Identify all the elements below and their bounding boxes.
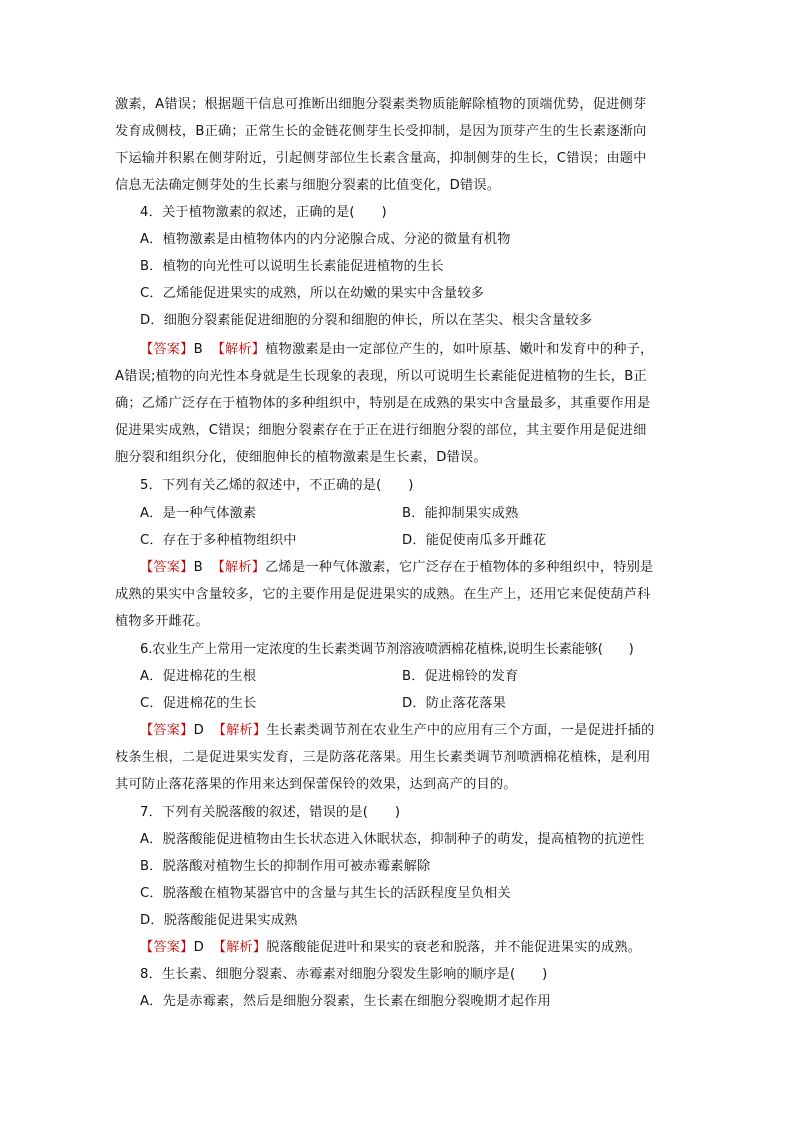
option: A．脱落酸能促进植物由生长状态进入休眠状态，抑制种子的萌发，提高植物的抗逆性: [140, 832, 645, 847]
analysis-text: 生长素类调节剂在农业生产中的应用有三个方面，一是促进扦插的: [266, 723, 655, 738]
option: D．能促使南瓜多开雌花: [402, 533, 547, 548]
option: C．存在于多种植物组织中: [140, 533, 297, 548]
option: A．是一种气体激素: [140, 506, 257, 521]
text-line: 下运输并积累在侧芽附近，引起侧芽部位生长素含量高，抑制侧芽的生长，C错误；由题中: [115, 151, 647, 166]
text-line: 激素，A错误；根据题干信息可推断出细胞分裂素类物质能解除植物的顶端优势，促进侧芽: [115, 97, 647, 112]
answer-value: D: [193, 723, 204, 738]
option: D．细胞分裂素能促进细胞的分裂和细胞的伸长，所以在茎尖、根尖含量较多: [140, 313, 593, 328]
answer-value: B: [193, 560, 203, 575]
option: B．植物的向光性可以说明生长素能促进植物的生长: [140, 259, 444, 274]
answer-line: [140, 721, 710, 741]
answer-value: B: [193, 342, 203, 357]
answer-line: [140, 558, 710, 578]
option: B．促进棉铃的发育: [402, 669, 519, 684]
text-line: 胞分裂和组织分化，使细胞伸长的植物激素是生长素，D错误。: [115, 450, 487, 465]
option: D．防止落花落果: [402, 696, 507, 711]
option: B．脱落酸对植物生长的抑制作用可被赤霉素解除: [140, 859, 431, 874]
answer-line: [140, 340, 710, 360]
analysis-tag: 【解析】: [211, 342, 266, 357]
analysis-tag: 【解析】: [211, 560, 266, 575]
option: B．能抑制果实成熟: [402, 506, 519, 521]
question-stem: 8．生长素、细胞分裂素、赤霉素对细胞分裂发生影响的顺序是( ): [140, 967, 548, 982]
question-stem: 4．关于植物激素的叙述，正确的是( ): [140, 205, 387, 220]
text-line: 其可防止落花落果的作用来达到保蕾保铃的效果，达到高产的目的。: [115, 777, 517, 792]
question-stem: 5．下列有关乙烯的叙述中，不正确的是( ): [140, 478, 414, 493]
answer-value: D: [193, 940, 204, 955]
text-line: 成熟的果实中含量较多，它的主要作用是促进果实的成熟。在生产上，还用它来促使葫芦科: [115, 587, 651, 602]
option: C．脱落酸在植物某器官中的含量与其生长的活跃程度呈负相关: [140, 886, 511, 901]
analysis-text: 乙烯是一种气体激素，它广泛存在于植物体的多种组织中，特别是: [265, 560, 654, 575]
option: A．先是赤霉素，然后是细胞分裂素，生长素在细胞分裂晚期才起作用: [140, 994, 551, 1009]
answer-tag: 【答案】: [140, 342, 194, 357]
answer-tag: 【答案】: [140, 560, 194, 575]
text-line: 促进果实成熟，C错误；细胞分裂素存在于正在进行细胞分裂的部位，其主要作用是促进细: [115, 423, 647, 438]
option: A．促进棉花的生根: [140, 669, 257, 684]
analysis-text: 植物激素是由一定部位产生的，如叶原基、嫩叶和发育中的种子，: [265, 342, 654, 357]
answer-line: [140, 938, 710, 958]
text-line: 植物多开雌花。: [115, 614, 209, 629]
text-line: 枝条生根，二是促进果实发育，三是防落花落果。用生长素类调节剂喷洒棉花植株，是利用: [115, 750, 651, 765]
question-stem: 6.农业生产上常用一定浓度的生长素类调节剂溶液喷洒棉花植株,说明生长素能够( ): [140, 642, 634, 657]
text-line: 发育成侧枝，B正确；正常生长的金链花侧芽生长受抑制，是因为顶芽产生的生长素逐渐向: [115, 124, 647, 139]
option: A．植物激素是由植物体内的内分泌腺合成、分泌的微量有机物: [140, 232, 511, 247]
question-stem: 7．下列有关脱落酸的叙述，错误的是( ): [140, 805, 401, 820]
option: D．脱落酸能促进果实成熟: [140, 913, 298, 928]
answer-tag: 【答案】: [140, 723, 194, 738]
text-line: 确；乙烯广泛存在于植物体的多种组织中，特别是在成熟的果实中含量最多，其重要作用是: [115, 396, 651, 411]
text-line: 信息无法确定侧芽处的生长素与细胞分裂素的比值变化，D错误。: [115, 178, 501, 193]
option: C．乙烯能促进果实的成熟，所以在幼嫩的果实中含量较多: [140, 286, 485, 301]
analysis-text: 脱落酸能促进叶和果实的衰老和脱落，并不能促进果实的成熟。: [266, 940, 642, 955]
option: C．促进棉花的生长: [140, 696, 257, 711]
text-line: A错误;植物的向光性本身就是生长现象的表现，所以可说明生长素能促进植物的生长，B正: [115, 369, 647, 384]
answer-tag: 【答案】: [140, 940, 194, 955]
analysis-tag: 【解析】: [212, 940, 267, 955]
analysis-tag: 【解析】: [212, 723, 267, 738]
